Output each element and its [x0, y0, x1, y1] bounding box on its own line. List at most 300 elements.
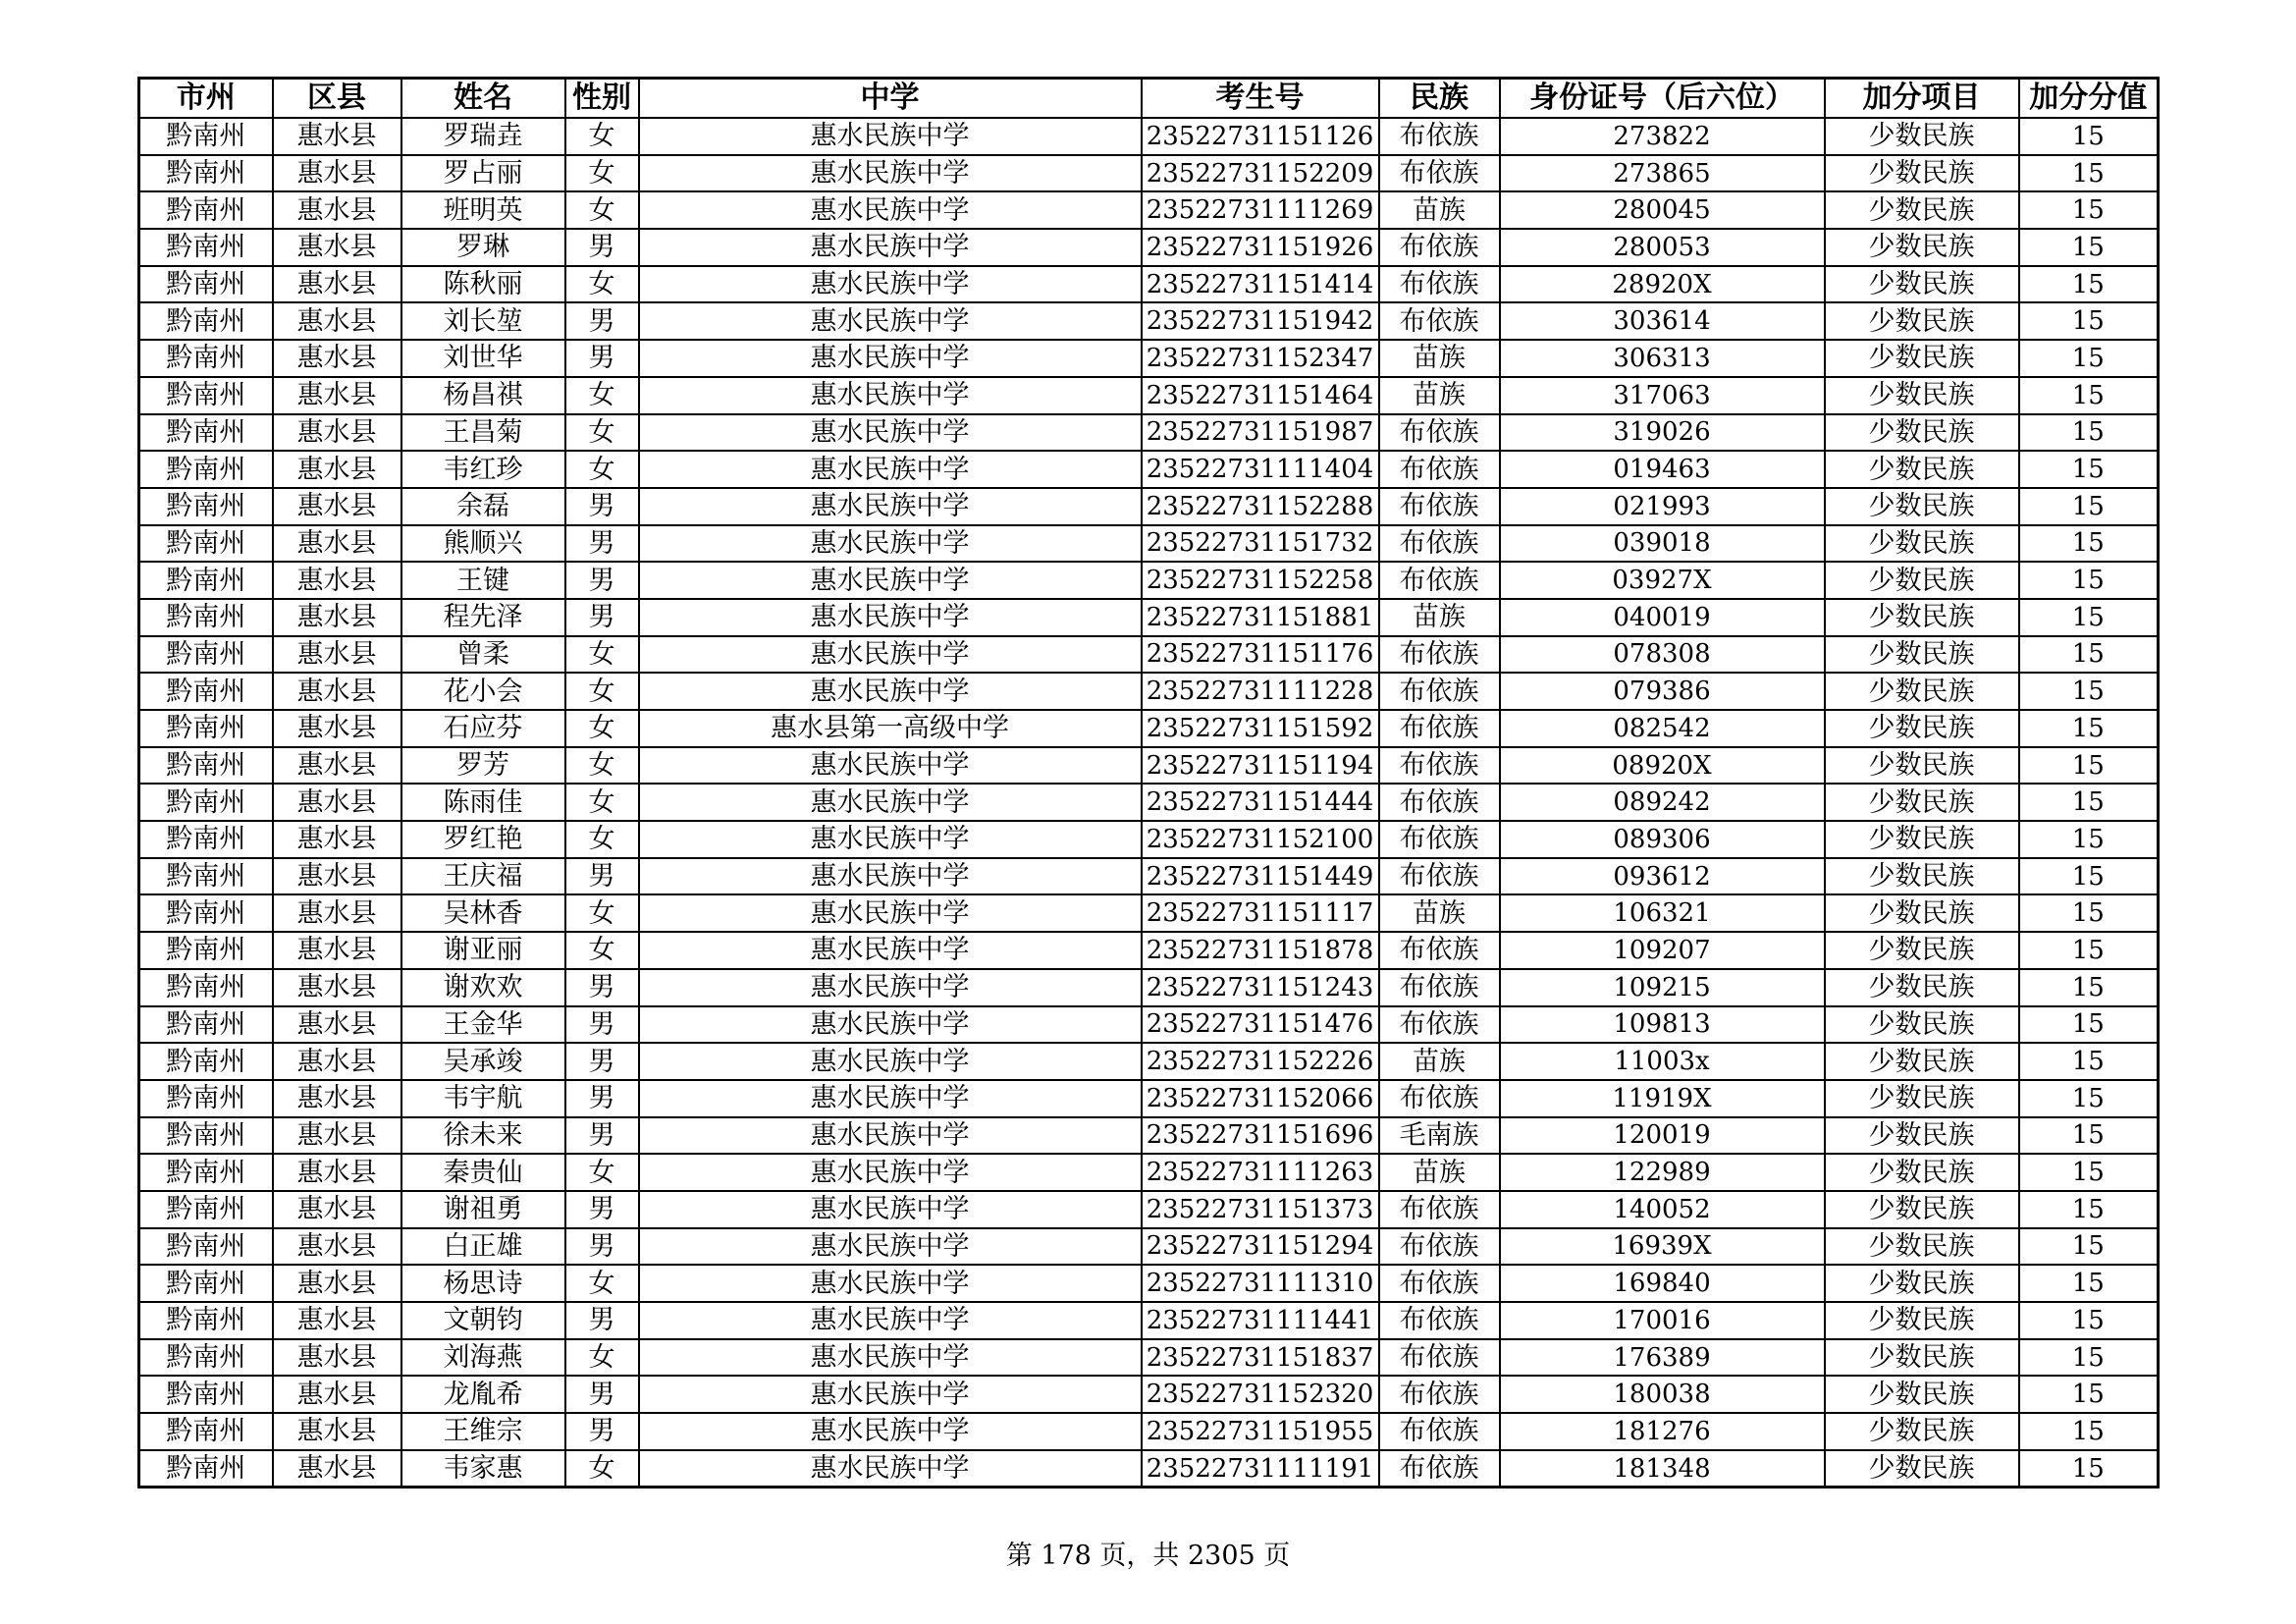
- city-cell: 黔南州: [139, 821, 273, 858]
- table-row: [139, 1228, 2159, 1266]
- name-cell: 罗琳: [401, 229, 565, 266]
- school-cell: 惠水民族中学: [639, 562, 1142, 599]
- id-suffix-cell: 176389: [1500, 1339, 1825, 1377]
- gender-cell: 男: [565, 1302, 639, 1339]
- id-suffix-cell: 078308: [1500, 636, 1825, 674]
- bonus-score-cell: 15: [2019, 1376, 2159, 1413]
- city-cell: 黔南州: [139, 1043, 273, 1080]
- gender-cell: 女: [565, 266, 639, 303]
- ethnicity-cell: 布依族: [1379, 636, 1500, 674]
- name-cell: 程先泽: [401, 599, 565, 636]
- bonus-score-cell: 15: [2019, 1339, 2159, 1377]
- gender-cell: 女: [565, 821, 639, 858]
- gender-cell: 男: [565, 1006, 639, 1044]
- bonus-item-cell: 少数民族: [1825, 266, 2019, 303]
- bonus-score-cell: 15: [2019, 118, 2159, 155]
- exam-number-cell: 23522731151126: [1142, 118, 1379, 155]
- table-row: [139, 1043, 2159, 1080]
- id-suffix-cell: 093612: [1500, 858, 1825, 895]
- id-suffix-cell: 273865: [1500, 155, 1825, 192]
- gender-cell: 男: [565, 1043, 639, 1080]
- table-row: [139, 340, 2159, 377]
- school-cell: 惠水民族中学: [639, 1080, 1142, 1117]
- city-cell: 黔南州: [139, 784, 273, 821]
- bonus-score-cell: 15: [2019, 673, 2159, 710]
- name-cell: 杨思诗: [401, 1265, 565, 1302]
- bonus-item-cell: 少数民族: [1825, 155, 2019, 192]
- table-row: [139, 1413, 2159, 1450]
- city-cell: 黔南州: [139, 1450, 273, 1488]
- city-cell: 黔南州: [139, 1302, 273, 1339]
- gender-cell: 男: [565, 1376, 639, 1413]
- name-cell: 刘世华: [401, 340, 565, 377]
- name-cell: 花小会: [401, 673, 565, 710]
- city-cell: 黔南州: [139, 1376, 273, 1413]
- name-cell: 陈秋丽: [401, 266, 565, 303]
- gender-cell: 男: [565, 1413, 639, 1450]
- county-cell: 惠水县: [273, 1080, 401, 1117]
- gender-cell: 女: [565, 1265, 639, 1302]
- table-row: [139, 1376, 2159, 1413]
- county-cell: 惠水县: [273, 1154, 401, 1191]
- table-row: [139, 302, 2159, 340]
- bonus-item-cell: 少数民族: [1825, 747, 2019, 785]
- id-suffix-cell: 280045: [1500, 191, 1825, 229]
- school-cell: 惠水民族中学: [639, 1043, 1142, 1080]
- id-suffix-cell: 106321: [1500, 894, 1825, 932]
- bonus-score-cell: 15: [2019, 451, 2159, 488]
- name-cell: 文朝钧: [401, 1302, 565, 1339]
- gender-cell: 男: [565, 858, 639, 895]
- gender-cell: 女: [565, 784, 639, 821]
- bonus-item-cell: 少数民族: [1825, 191, 2019, 229]
- city-cell: 黔南州: [139, 414, 273, 452]
- id-suffix-cell: 122989: [1500, 1154, 1825, 1191]
- exam-number-cell: 23522731151837: [1142, 1339, 1379, 1377]
- id-suffix-cell: 109813: [1500, 1006, 1825, 1044]
- school-cell: 惠水民族中学: [639, 525, 1142, 563]
- id-suffix-cell: 039018: [1500, 525, 1825, 563]
- bonus-item-cell: 少数民族: [1825, 377, 2019, 414]
- gender-cell: 男: [565, 1191, 639, 1228]
- bonus-score-cell: 15: [2019, 1191, 2159, 1228]
- table-row: [139, 229, 2159, 266]
- bonus-score-cell: 15: [2019, 894, 2159, 932]
- bonus-item-cell: 少数民族: [1825, 562, 2019, 599]
- exam-number-cell: 23522731152100: [1142, 821, 1379, 858]
- county-cell: 惠水县: [273, 821, 401, 858]
- county-cell: 惠水县: [273, 710, 401, 747]
- school-cell: 惠水民族中学: [639, 858, 1142, 895]
- id-suffix-cell: 089242: [1500, 784, 1825, 821]
- table-row: [139, 894, 2159, 932]
- table-row: [139, 858, 2159, 895]
- exam-number-cell: 23522731151194: [1142, 747, 1379, 785]
- gender-cell: 女: [565, 932, 639, 969]
- id-suffix-cell: 11003x: [1500, 1043, 1825, 1080]
- id-suffix-cell: 109207: [1500, 932, 1825, 969]
- id-suffix-cell: 170016: [1500, 1302, 1825, 1339]
- bonus-score-cell: 15: [2019, 1117, 2159, 1155]
- exam-number-cell: 23522731151476: [1142, 1006, 1379, 1044]
- county-cell: 惠水县: [273, 229, 401, 266]
- id-suffix-cell: 317063: [1500, 377, 1825, 414]
- bonus-item-cell: 少数民族: [1825, 1228, 2019, 1266]
- gender-cell: 女: [565, 1450, 639, 1488]
- gender-cell: 女: [565, 155, 639, 192]
- name-cell: 谢亚丽: [401, 932, 565, 969]
- table-body: [139, 118, 2159, 1488]
- bonus-item-cell: 少数民族: [1825, 451, 2019, 488]
- id-suffix-cell: 11919X: [1500, 1080, 1825, 1117]
- name-cell: 龙胤希: [401, 1376, 565, 1413]
- bonus-item-cell: 少数民族: [1825, 784, 2019, 821]
- gender-cell: 女: [565, 414, 639, 452]
- school-cell: 惠水民族中学: [639, 821, 1142, 858]
- id-suffix-cell: 169840: [1500, 1265, 1825, 1302]
- bonus-score-cell: 15: [2019, 1006, 2159, 1044]
- table-row: [139, 747, 2159, 785]
- ethnicity-cell: 布依族: [1379, 562, 1500, 599]
- bonus-item-cell: 少数民族: [1825, 1154, 2019, 1191]
- city-cell: 黔南州: [139, 118, 273, 155]
- city-cell: 黔南州: [139, 525, 273, 563]
- city-cell: 黔南州: [139, 599, 273, 636]
- ethnicity-cell: 布依族: [1379, 1191, 1500, 1228]
- gender-cell: 男: [565, 302, 639, 340]
- city-cell: 黔南州: [139, 1191, 273, 1228]
- ethnicity-cell: 布依族: [1379, 155, 1500, 192]
- county-cell: 惠水县: [273, 747, 401, 785]
- exam-number-cell: 23522731151696: [1142, 1117, 1379, 1155]
- ethnicity-cell: 布依族: [1379, 229, 1500, 266]
- column-header-gender: 性别: [565, 79, 639, 119]
- exam-number-cell: 23522731151942: [1142, 302, 1379, 340]
- name-cell: 秦贵仙: [401, 1154, 565, 1191]
- id-suffix-cell: 28920X: [1500, 266, 1825, 303]
- name-cell: 余磊: [401, 488, 565, 525]
- table-row: [139, 118, 2159, 155]
- city-cell: 黔南州: [139, 969, 273, 1006]
- exam-number-cell: 23522731151117: [1142, 894, 1379, 932]
- column-header-bonus-score: 加分分值: [2019, 79, 2159, 119]
- bonus-score-cell: 15: [2019, 969, 2159, 1006]
- gender-cell: 男: [565, 1117, 639, 1155]
- exam-number-cell: 23522731111269: [1142, 191, 1379, 229]
- bonus-item-cell: 少数民族: [1825, 1043, 2019, 1080]
- ethnicity-cell: 布依族: [1379, 747, 1500, 785]
- id-suffix-cell: 03927X: [1500, 562, 1825, 599]
- ethnicity-cell: 布依族: [1379, 1450, 1500, 1488]
- bonus-score-cell: 15: [2019, 1043, 2159, 1080]
- county-cell: 惠水县: [273, 155, 401, 192]
- name-cell: 班明英: [401, 191, 565, 229]
- county-cell: 惠水县: [273, 525, 401, 563]
- id-suffix-cell: 019463: [1500, 451, 1825, 488]
- county-cell: 惠水县: [273, 451, 401, 488]
- column-header-school: 中学: [639, 79, 1142, 119]
- school-cell: 惠水民族中学: [639, 1376, 1142, 1413]
- school-cell: 惠水民族中学: [639, 229, 1142, 266]
- bonus-score-cell: 15: [2019, 636, 2159, 674]
- exam-number-cell: 23522731152320: [1142, 1376, 1379, 1413]
- name-cell: 韦红珍: [401, 451, 565, 488]
- table-row: [139, 488, 2159, 525]
- gender-cell: 女: [565, 747, 639, 785]
- table-row: [139, 599, 2159, 636]
- name-cell: 刘长堃: [401, 302, 565, 340]
- name-cell: 罗占丽: [401, 155, 565, 192]
- bonus-item-cell: 少数民族: [1825, 488, 2019, 525]
- city-cell: 黔南州: [139, 302, 273, 340]
- ethnicity-cell: 布依族: [1379, 1228, 1500, 1266]
- name-cell: 王昌菊: [401, 414, 565, 452]
- county-cell: 惠水县: [273, 1376, 401, 1413]
- id-suffix-cell: 303614: [1500, 302, 1825, 340]
- school-cell: 惠水民族中学: [639, 1302, 1142, 1339]
- ethnicity-cell: 苗族: [1379, 599, 1500, 636]
- id-suffix-cell: 109215: [1500, 969, 1825, 1006]
- ethnicity-cell: 布依族: [1379, 1006, 1500, 1044]
- city-cell: 黔南州: [139, 1117, 273, 1155]
- bonus-score-cell: 15: [2019, 1302, 2159, 1339]
- county-cell: 惠水县: [273, 599, 401, 636]
- school-cell: 惠水民族中学: [639, 1413, 1142, 1450]
- table-row: [139, 969, 2159, 1006]
- city-cell: 黔南州: [139, 340, 273, 377]
- column-header-county: 区县: [273, 79, 401, 119]
- bonus-score-cell: 15: [2019, 1413, 2159, 1450]
- city-cell: 黔南州: [139, 451, 273, 488]
- id-suffix-cell: 280053: [1500, 229, 1825, 266]
- gender-cell: 女: [565, 191, 639, 229]
- school-cell: 惠水民族中学: [639, 488, 1142, 525]
- exam-number-cell: 23522731152209: [1142, 155, 1379, 192]
- bonus-score-cell: 15: [2019, 525, 2159, 563]
- table-row: [139, 1302, 2159, 1339]
- exam-number-cell: 23522731151732: [1142, 525, 1379, 563]
- city-cell: 黔南州: [139, 1265, 273, 1302]
- school-cell: 惠水民族中学: [639, 1117, 1142, 1155]
- gender-cell: 女: [565, 451, 639, 488]
- city-cell: 黔南州: [139, 488, 273, 525]
- ethnicity-cell: 布依族: [1379, 1265, 1500, 1302]
- county-cell: 惠水县: [273, 1043, 401, 1080]
- gender-cell: 女: [565, 636, 639, 674]
- exam-number-cell: 23522731151294: [1142, 1228, 1379, 1266]
- county-cell: 惠水县: [273, 1450, 401, 1488]
- name-cell: 罗红艳: [401, 821, 565, 858]
- exam-number-cell: 23522731151464: [1142, 377, 1379, 414]
- table-row: [139, 451, 2159, 488]
- column-header-name: 姓名: [401, 79, 565, 119]
- name-cell: 谢欢欢: [401, 969, 565, 1006]
- ethnicity-cell: 布依族: [1379, 488, 1500, 525]
- bonus-score-cell: 15: [2019, 229, 2159, 266]
- gender-cell: 女: [565, 1154, 639, 1191]
- bonus-item-cell: 少数民族: [1825, 1413, 2019, 1450]
- exam-number-cell: 23522731151444: [1142, 784, 1379, 821]
- school-cell: 惠水民族中学: [639, 1265, 1142, 1302]
- bonus-item-cell: 少数民族: [1825, 858, 2019, 895]
- bonus-score-cell: 15: [2019, 340, 2159, 377]
- bonus-item-cell: 少数民族: [1825, 1006, 2019, 1044]
- ethnicity-cell: 布依族: [1379, 969, 1500, 1006]
- exam-number-cell: 23522731111310: [1142, 1265, 1379, 1302]
- ethnicity-cell: 苗族: [1379, 191, 1500, 229]
- bonus-item-cell: 少数民族: [1825, 821, 2019, 858]
- bonus-item-cell: 少数民族: [1825, 1302, 2019, 1339]
- county-cell: 惠水县: [273, 414, 401, 452]
- exam-number-cell: 23522731151881: [1142, 599, 1379, 636]
- gender-cell: 男: [565, 525, 639, 563]
- table-row: [139, 1154, 2159, 1191]
- school-cell: 惠水民族中学: [639, 932, 1142, 969]
- school-cell: 惠水民族中学: [639, 1450, 1142, 1488]
- bonus-item-cell: 少数民族: [1825, 710, 2019, 747]
- id-suffix-cell: 319026: [1500, 414, 1825, 452]
- exam-number-cell: 23522731152226: [1142, 1043, 1379, 1080]
- city-cell: 黔南州: [139, 191, 273, 229]
- county-cell: 惠水县: [273, 894, 401, 932]
- bonus-score-cell: 15: [2019, 191, 2159, 229]
- gender-cell: 男: [565, 1080, 639, 1117]
- school-cell: 惠水民族中学: [639, 784, 1142, 821]
- exam-number-cell: 23522731111441: [1142, 1302, 1379, 1339]
- bonus-score-cell: 15: [2019, 1080, 2159, 1117]
- table-row: [139, 932, 2159, 969]
- gender-cell: 女: [565, 118, 639, 155]
- exam-number-cell: 23522731151414: [1142, 266, 1379, 303]
- city-cell: 黔南州: [139, 747, 273, 785]
- ethnicity-cell: 毛南族: [1379, 1117, 1500, 1155]
- exam-number-cell: 23522731152347: [1142, 340, 1379, 377]
- table-row: [139, 1117, 2159, 1155]
- bonus-item-cell: 少数民族: [1825, 1191, 2019, 1228]
- table-row: [139, 1191, 2159, 1228]
- county-cell: 惠水县: [273, 1006, 401, 1044]
- county-cell: 惠水县: [273, 673, 401, 710]
- page-footer: 第 178 页，共 2305 页: [1005, 1541, 1291, 1571]
- city-cell: 黔南州: [139, 1228, 273, 1266]
- bonus-item-cell: 少数民族: [1825, 1265, 2019, 1302]
- name-cell: 曾柔: [401, 636, 565, 674]
- name-cell: 王维宗: [401, 1413, 565, 1450]
- ethnicity-cell: 布依族: [1379, 118, 1500, 155]
- gender-cell: 女: [565, 673, 639, 710]
- bonus-item-cell: 少数民族: [1825, 1080, 2019, 1117]
- gender-cell: 男: [565, 969, 639, 1006]
- bonus-item-cell: 少数民族: [1825, 1450, 2019, 1488]
- bonus-item-cell: 少数民族: [1825, 636, 2019, 674]
- name-cell: 熊顺兴: [401, 525, 565, 563]
- bonus-score-cell: 15: [2019, 488, 2159, 525]
- bonus-item-cell: 少数民族: [1825, 932, 2019, 969]
- exam-number-cell: 23522731151955: [1142, 1413, 1379, 1450]
- bonus-item-cell: 少数民族: [1825, 599, 2019, 636]
- header-row: [139, 79, 2159, 119]
- id-suffix-cell: 021993: [1500, 488, 1825, 525]
- county-cell: 惠水县: [273, 266, 401, 303]
- roster-table: [137, 77, 2160, 1489]
- exam-number-cell: 23522731151987: [1142, 414, 1379, 452]
- table-row: [139, 784, 2159, 821]
- exam-number-cell: 23522731151926: [1142, 229, 1379, 266]
- name-cell: 吴林香: [401, 894, 565, 932]
- name-cell: 罗芳: [401, 747, 565, 785]
- exam-number-cell: 23522731152288: [1142, 488, 1379, 525]
- table-row: [139, 1450, 2159, 1488]
- school-cell: 惠水民族中学: [639, 1339, 1142, 1377]
- county-cell: 惠水县: [273, 1302, 401, 1339]
- county-cell: 惠水县: [273, 636, 401, 674]
- school-cell: 惠水民族中学: [639, 673, 1142, 710]
- bonus-score-cell: 15: [2019, 562, 2159, 599]
- ethnicity-cell: 布依族: [1379, 414, 1500, 452]
- name-cell: 王键: [401, 562, 565, 599]
- bonus-item-cell: 少数民族: [1825, 969, 2019, 1006]
- bonus-score-cell: 15: [2019, 302, 2159, 340]
- column-header-bonus-item: 加分项目: [1825, 79, 2019, 119]
- gender-cell: 男: [565, 340, 639, 377]
- city-cell: 黔南州: [139, 229, 273, 266]
- exam-number-cell: 23522731111263: [1142, 1154, 1379, 1191]
- ethnicity-cell: 布依族: [1379, 821, 1500, 858]
- ethnicity-cell: 布依族: [1379, 451, 1500, 488]
- school-cell: 惠水民族中学: [639, 1228, 1142, 1266]
- table-row: [139, 525, 2159, 563]
- exam-number-cell: 23522731151176: [1142, 636, 1379, 674]
- bonus-score-cell: 15: [2019, 821, 2159, 858]
- bonus-item-cell: 少数民族: [1825, 1339, 2019, 1377]
- bonus-score-cell: 15: [2019, 1154, 2159, 1191]
- exam-number-cell: 23522731151243: [1142, 969, 1379, 1006]
- ethnicity-cell: 布依族: [1379, 1339, 1500, 1377]
- school-cell: 惠水民族中学: [639, 636, 1142, 674]
- id-suffix-cell: 040019: [1500, 599, 1825, 636]
- school-cell: 惠水民族中学: [639, 266, 1142, 303]
- county-cell: 惠水县: [273, 1191, 401, 1228]
- city-cell: 黔南州: [139, 710, 273, 747]
- name-cell: 王庆福: [401, 858, 565, 895]
- bonus-score-cell: 15: [2019, 710, 2159, 747]
- county-cell: 惠水县: [273, 932, 401, 969]
- school-cell: 惠水民族中学: [639, 414, 1142, 452]
- ethnicity-cell: 布依族: [1379, 1080, 1500, 1117]
- table-row: [139, 414, 2159, 452]
- ethnicity-cell: 布依族: [1379, 525, 1500, 563]
- bonus-item-cell: 少数民族: [1825, 302, 2019, 340]
- column-header-city: 市州: [139, 79, 273, 119]
- county-cell: 惠水县: [273, 858, 401, 895]
- exam-number-cell: 23522731151878: [1142, 932, 1379, 969]
- name-cell: 王金华: [401, 1006, 565, 1044]
- table-row: [139, 710, 2159, 747]
- table-row: [139, 636, 2159, 674]
- county-cell: 惠水县: [273, 488, 401, 525]
- name-cell: 石应芬: [401, 710, 565, 747]
- id-suffix-cell: 181276: [1500, 1413, 1825, 1450]
- name-cell: 韦家惠: [401, 1450, 565, 1488]
- gender-cell: 女: [565, 710, 639, 747]
- school-cell: 惠水民族中学: [639, 118, 1142, 155]
- gender-cell: 男: [565, 562, 639, 599]
- school-cell: 惠水民族中学: [639, 1154, 1142, 1191]
- bonus-score-cell: 15: [2019, 155, 2159, 192]
- column-header-id-suffix: 身份证号（后六位）: [1500, 79, 1825, 119]
- bonus-item-cell: 少数民族: [1825, 1376, 2019, 1413]
- ethnicity-cell: 布依族: [1379, 673, 1500, 710]
